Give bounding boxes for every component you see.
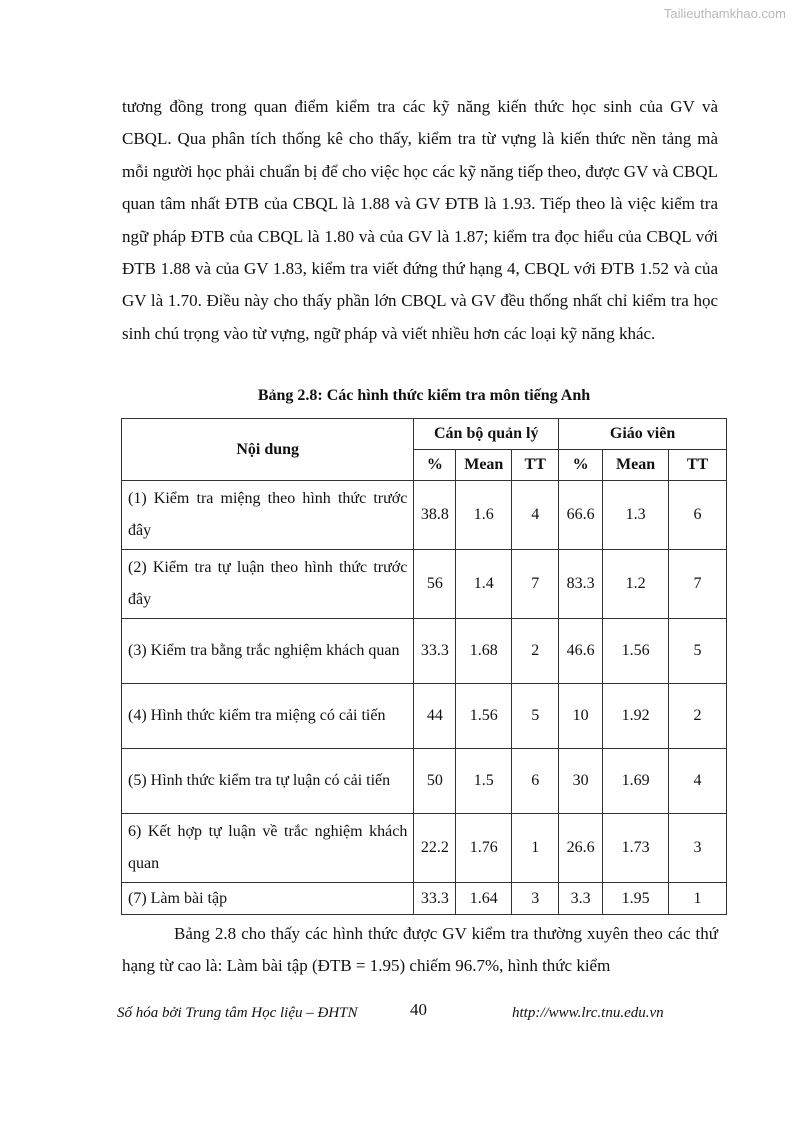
table-row — [122, 684, 727, 749]
gv-tt: 6 — [669, 481, 727, 550]
row-label: (2) Kiểm tra tự luận theo hình thức trước đây — [122, 550, 414, 619]
gv-pct: 26.6 — [559, 814, 603, 883]
watermark: Tailieuthamkhao.com — [663, 6, 786, 21]
cbql-pct: 33.3 — [414, 619, 456, 684]
body-paragraph-1: tương đồng trong quan điểm kiểm tra các kỹ năng kiến thức học sinh của GV và CBQL. Qua phân tích thống kê cho thấy, kiểm tra từ vựng là kiến thức nền tảng mà mỗi người học phải chuẩn bị để cho việc học các kỹ năng tiếp theo, được GV và CBQL quan tâm nhất ĐTB của CBQL là 1.88 và GV ĐTB là 1.93. Tiếp theo là việc kiểm tra ngữ pháp ĐTB của CBQL là 1.80 và của GV là 1.87; kiểm tra đọc hiểu của CBQL với ĐTB 1.88 và của GV 1.83, kiểm tra viết đứng thứ hạng 4, CBQL với ĐTB 1.52 và của GV là 1.70. Điều này cho thấy phần lớn CBQL và GV đều thống nhất chỉ kiểm tra học sinh chú trọng vào từ vựng, ngữ pháp và viết nhiều hơn các loại kỹ năng khác. — [122, 97, 718, 343]
row-label: (7) Làm bài tập — [122, 883, 414, 915]
cbql-pct: 56 — [414, 550, 456, 619]
footer-url: http://www.lrc.tnu.edu.vn — [512, 1005, 664, 1021]
subheader-cbql-pct: % — [414, 450, 456, 481]
cbql-tt: 7 — [512, 550, 559, 619]
gv-mean: 1.69 — [603, 749, 669, 814]
subheader-cbql-mean: Mean — [456, 450, 512, 481]
gv-pct: 30 — [559, 749, 603, 814]
row-label: (5) Hình thức kiểm tra tự luận có cải tiến — [122, 749, 414, 814]
header-group-cbql: Cán bộ quản lý — [414, 419, 559, 450]
gv-mean: 1.56 — [603, 619, 669, 684]
cbql-pct: 50 — [414, 749, 456, 814]
gv-tt: 2 — [669, 684, 727, 749]
gv-pct: 46.6 — [559, 619, 603, 684]
page-number: 40 — [410, 1000, 427, 1019]
gv-mean: 1.95 — [603, 883, 669, 915]
table-row — [122, 814, 727, 883]
gv-pct: 66.6 — [559, 481, 603, 550]
cbql-tt: 2 — [512, 619, 559, 684]
row-label: (4) Hình thức kiểm tra miệng có cải tiến — [122, 684, 414, 749]
cbql-tt: 5 — [512, 684, 559, 749]
subheader-gv-tt: TT — [669, 450, 727, 481]
subheader-gv-mean: Mean — [603, 450, 669, 481]
cbql-pct: 22.2 — [414, 814, 456, 883]
table-row — [122, 550, 727, 619]
cbql-mean: 1.68 — [456, 619, 512, 684]
subheader-gv-pct: % — [559, 450, 603, 481]
table-caption: Bảng 2.8: Các hình thức kiểm tra môn tiếng Anh — [257, 387, 591, 404]
cbql-pct: 44 — [414, 684, 456, 749]
row-label: (1) Kiểm tra miệng theo hình thức trước đây — [122, 481, 414, 550]
header-content: Nội dung — [122, 419, 414, 481]
cbql-mean: 1.76 — [456, 814, 512, 883]
gv-tt: 3 — [669, 814, 727, 883]
gv-pct: 3.3 — [559, 883, 603, 915]
gv-mean: 1.3 — [603, 481, 669, 550]
gv-tt: 5 — [669, 619, 727, 684]
table-row — [122, 883, 727, 915]
gv-pct: 83.3 — [559, 550, 603, 619]
cbql-mean: 1.56 — [456, 684, 512, 749]
body-paragraph-2: Bảng 2.8 cho thấy các hình thức được GV kiểm tra thường xuyên theo các thứ hạng từ cao là: Làm bài tập (ĐTB = 1.95) chiếm 96.7%, hình thức kiểm — [122, 924, 718, 976]
cbql-tt: 6 — [512, 749, 559, 814]
footer-source: Số hóa bởi Trung tâm Học liệu – ĐHTN — [117, 1005, 358, 1021]
cbql-mean: 1.64 — [456, 883, 512, 915]
header-group-gv: Giáo viên — [559, 419, 727, 450]
table-row — [122, 619, 727, 684]
gv-tt: 1 — [669, 883, 727, 915]
gv-mean: 1.73 — [603, 814, 669, 883]
gv-mean: 1.92 — [603, 684, 669, 749]
cbql-mean: 1.4 — [456, 550, 512, 619]
cbql-pct: 38.8 — [414, 481, 456, 550]
cbql-pct: 33.3 — [414, 883, 456, 915]
cbql-mean: 1.6 — [456, 481, 512, 550]
gv-pct: 10 — [559, 684, 603, 749]
gv-mean: 1.2 — [603, 550, 669, 619]
cbql-tt: 3 — [512, 883, 559, 915]
cbql-tt: 4 — [512, 481, 559, 550]
table-row — [122, 481, 727, 550]
gv-tt: 4 — [669, 749, 727, 814]
cbql-tt: 1 — [512, 814, 559, 883]
subheader-cbql-tt: TT — [512, 450, 559, 481]
cbql-mean: 1.5 — [456, 749, 512, 814]
table-row — [122, 749, 727, 814]
assessment-forms-table — [121, 418, 727, 915]
gv-tt: 7 — [669, 550, 727, 619]
row-label: (3) Kiểm tra bằng trắc nghiệm khách quan — [122, 619, 414, 684]
row-label: 6) Kết hợp tự luận về trắc nghiệm khách quan — [122, 814, 414, 883]
